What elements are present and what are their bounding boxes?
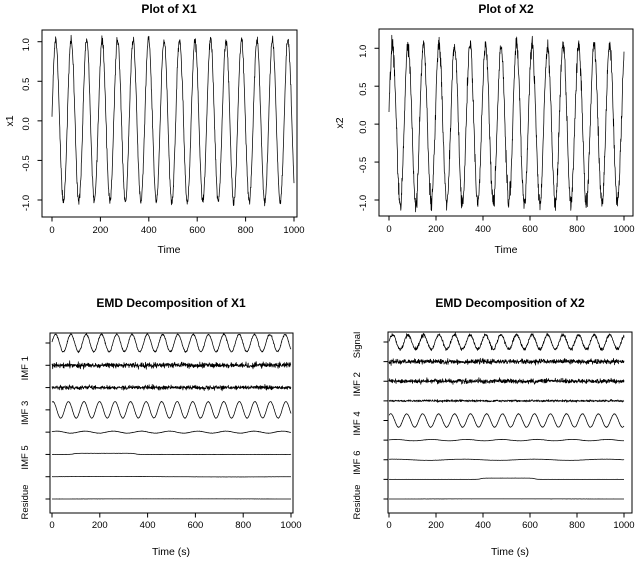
emd-x1-title: EMD Decomposition of X1 xyxy=(96,296,246,310)
waveform-path xyxy=(389,333,624,351)
x-tick-label: 200 xyxy=(92,225,109,236)
x-tick-label: 200 xyxy=(91,520,108,531)
x-tick-label: 600 xyxy=(187,520,204,531)
plot-x2-xaxis-label: Time xyxy=(494,244,518,256)
y-tick-label: 0.5 xyxy=(358,82,369,96)
row-label: IMF 6 xyxy=(352,450,363,475)
x-tick-label: 0 xyxy=(49,225,55,236)
waveform-path xyxy=(52,334,291,353)
row-label: IMF 5 xyxy=(20,445,31,470)
x-tick-label: 800 xyxy=(237,225,254,236)
waveform-path xyxy=(389,478,624,480)
x-tick-label: 0 xyxy=(386,224,392,235)
waveform-path xyxy=(52,35,294,206)
plot-box xyxy=(50,333,293,513)
x-tick-label: 800 xyxy=(235,520,252,531)
emd-x2-xaxis-label: Time (s) xyxy=(490,546,530,558)
waveform-path xyxy=(52,361,291,370)
waveform-path xyxy=(389,378,624,385)
y-tick-label: -1.0 xyxy=(21,194,32,212)
x-tick-label: 400 xyxy=(475,520,491,531)
row-label: IMF 1 xyxy=(20,356,31,381)
waveform-path xyxy=(389,35,624,212)
waveform-path xyxy=(389,439,624,441)
y-tick-label: -0.5 xyxy=(358,156,369,174)
emd-x1-xaxis-label: Time (s) xyxy=(151,546,191,558)
emd-x2-group xyxy=(352,332,635,531)
row-label: IMF 2 xyxy=(352,372,363,397)
plot-x1-xaxis-label: Time xyxy=(157,244,181,256)
waveform-path xyxy=(52,476,291,477)
x-tick-label: 1000 xyxy=(283,225,305,236)
x-tick-label: 400 xyxy=(139,520,156,531)
plot-x1-title: Plot of X1 xyxy=(141,2,197,16)
emd-x1-group xyxy=(20,333,302,531)
waveform-path xyxy=(52,453,291,454)
x-tick-label: 400 xyxy=(475,224,491,235)
y-tick-label: 0.5 xyxy=(21,77,32,91)
row-label: IMF 4 xyxy=(352,411,363,436)
x-tick-label: 600 xyxy=(522,520,538,531)
x-tick-label: 1000 xyxy=(613,224,635,235)
waveform-path xyxy=(52,401,291,418)
x-tick-label: 800 xyxy=(569,520,585,531)
plot-box xyxy=(388,332,632,513)
plot-x2-title: Plot of X2 xyxy=(478,2,534,16)
waveform-path xyxy=(52,384,291,390)
x-tick-label: 200 xyxy=(428,520,444,531)
emd-x2-title: EMD Decomposition of X2 xyxy=(435,296,585,310)
y-tick-label: 0.0 xyxy=(21,117,32,131)
waveform-path xyxy=(389,459,624,460)
y-tick-label: 0.0 xyxy=(358,120,369,134)
waveform-path xyxy=(389,399,624,402)
y-tick-label: -0.5 xyxy=(21,155,32,172)
waveform-path xyxy=(52,431,291,433)
row-label: Signal xyxy=(352,331,363,359)
x-tick-label: 600 xyxy=(189,225,206,236)
x-tick-label: 1000 xyxy=(613,520,635,531)
x-tick-label: 0 xyxy=(49,520,55,531)
x-tick-label: 600 xyxy=(522,224,538,235)
row-label: Residue xyxy=(20,484,31,520)
waveform-path xyxy=(389,358,624,365)
y-tick-label: -1.0 xyxy=(358,194,369,212)
waveform-path xyxy=(389,414,624,428)
plot-x1-group xyxy=(21,30,305,236)
row-label: Residue xyxy=(352,484,363,520)
x-tick-label: 200 xyxy=(428,224,444,235)
plot-x2-group xyxy=(358,29,635,235)
x-tick-label: 0 xyxy=(386,520,392,531)
y-tick-label: 1.0 xyxy=(21,38,32,52)
x-tick-label: 1000 xyxy=(280,520,302,531)
x-tick-label: 800 xyxy=(569,224,585,235)
y-tick-label: 1.0 xyxy=(358,44,369,58)
plot-x2-yaxis-label: x2 xyxy=(334,117,346,129)
x-tick-label: 400 xyxy=(140,225,157,236)
plot-x1-yaxis-label: x1 xyxy=(4,115,16,127)
row-label: IMF 3 xyxy=(20,400,31,425)
